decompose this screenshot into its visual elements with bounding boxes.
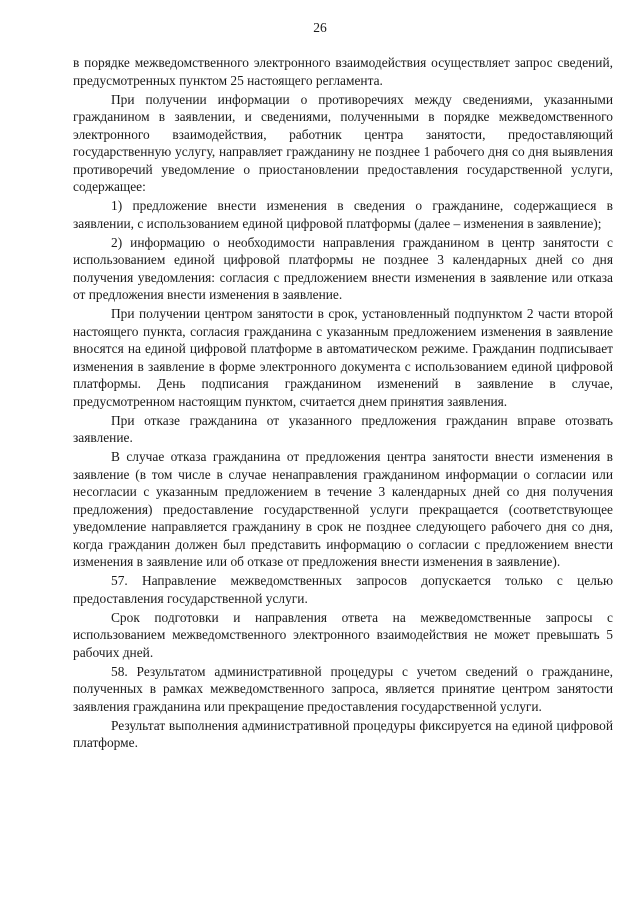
paragraph: 57. Направление межведомственных запросов допускается только с целью предоставления государственной услуги. [73,573,613,606]
paragraph: При получении информации о противоречиях между сведениями, указанными гражданином в заявлении, и сведениями, полученными в порядке межведомственного электронного взаимодействия, работник центра занятости, предоставляющий государственную услугу, направляет гражданину не позднее 1 рабочего дня со дня выявления противоречий уведомление о приостановлении предоставления государственной услуги, содержащее: [73,91,613,194]
paragraph: При получении центром занятости в срок, установленный подпунктом 2 части второй настоящего пункта, согласия гражданина с указанным предложением изменения в заявление вносятся на единой цифровой платформе в автоматическом режиме. Гражданин подписывает изменения в заявление в форме электронного документа с использованием единой цифровой платформы. День подписания гражданином изменений в заявление в случае, предусмотренном настоящим пунктом, считается днем принятия заявления. [73,306,613,409]
page-number: 26 [313,20,327,35]
paragraph: 58. Результатом административной процедуры с учетом сведений о гражданине, полученных в рамках межведомственного запроса, является принятие центром занятости заявления гражданина или прекращение предоставления государственной услуги. [73,663,613,714]
paragraph: в порядке межведомственного электронного взаимодействия осуществляет запрос сведений, предусмотренных пунктом 25 настоящего регламента. [73,55,613,88]
paragraph: 2) информацию о необходимости направления гражданином в центр занятости с использованием единой цифровой платформы не позднее 3 календарных дней со дня получения уведомления: согласия с предложением внести изменения в заявление или отказа от предложения внести изменения в заявление. [73,234,613,302]
paragraph: Результат выполнения административной процедуры фиксируется на единой цифровой платформе. [73,717,613,750]
paragraph: В случае отказа гражданина от предложения центра занятости внести изменения в заявление (в том числе в случае ненаправления гражданином информации о согласии или несогласии с указанным предложением в течение 3 календарных дней со дня получения предложения) предоставление государственной услуги прекращается (соответствующее уведомление направляется гражданину в срок не позднее следующего рабочего дня со дня, когда гражданин должен был представить информацию о согласии с предложением внести изменения в заявление или об отказе от предложения внести изменения в заявление). [73,449,613,569]
paragraph: При отказе гражданина от указанного предложения гражданин вправе отозвать заявление. [73,412,613,445]
document-body [73,54,613,752]
paragraph: 1) предложение внести изменения в сведения о гражданине, содержащиеся в заявлении, с использованием единой цифровой платформы (далее – изменения в заявление); [73,198,613,231]
paragraph: Срок подготовки и направления ответа на межведомственные запросы с использованием межведомственного электронного взаимодействия не может превышать 5 рабочих дней. [73,609,613,660]
